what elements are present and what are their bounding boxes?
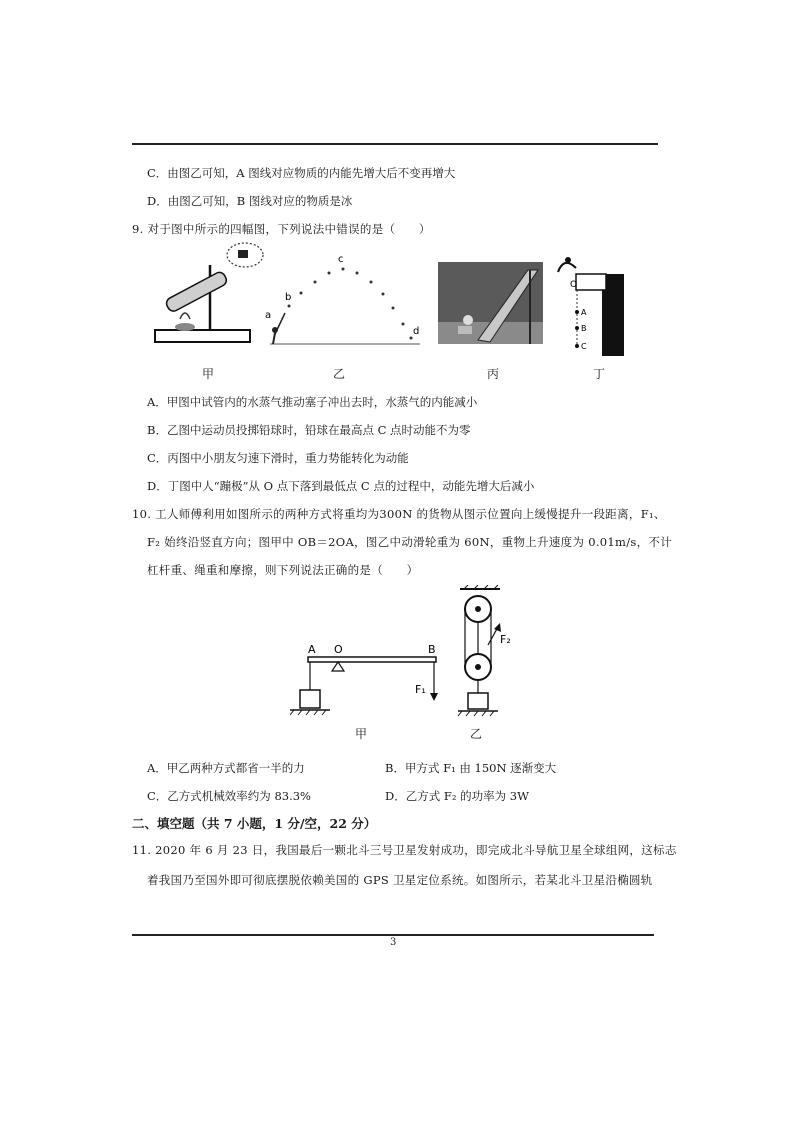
- page-number: 3: [390, 937, 397, 948]
- section-title: 二、填空题（共 7 小题，1 分/空，22 分）: [132, 816, 377, 831]
- q9-label-B: B: [581, 324, 587, 333]
- q9-figure-yi: [265, 238, 425, 353]
- q10-label-A: A: [308, 643, 316, 656]
- q10-label-O: O: [334, 643, 343, 656]
- q9-label-a: a: [265, 310, 272, 321]
- q10-caption-yi: 乙: [470, 727, 483, 741]
- q10-option-a: A．甲乙两种方式都省一半的力: [147, 761, 305, 775]
- q9-figure-ding: [550, 252, 630, 357]
- q10-label-F1: F₁: [415, 683, 426, 696]
- q10-label-F2: F₂: [500, 633, 511, 646]
- q9-label-c: c: [338, 254, 344, 265]
- q9-label-A: A: [581, 308, 587, 317]
- q10-figure-yi: [450, 585, 530, 720]
- q11-line1: 11. 2020 年 6 月 23 日，我国最后一颗北斗三号卫星发射成功，即完成北斗导航卫星全球组网，这标志: [132, 843, 677, 857]
- q9-caption-ding: 丁: [593, 367, 606, 381]
- q9-label-b: b: [285, 292, 292, 303]
- header-rule: [132, 143, 658, 145]
- q10-label-B: B: [428, 643, 436, 656]
- q10-option-b: B．甲方式 F₁ 由 150N 逐渐变大: [385, 761, 557, 775]
- q8-option-c: C．由图乙可知，A 图线对应物质的内能先增大后不变再增大: [147, 166, 456, 180]
- q9-label-O: O: [570, 280, 578, 290]
- q9-caption-jia: 甲: [202, 367, 215, 381]
- q10-stem-line1: 10. 工人师傅利用如图所示的两种方式将重均为300N 的货物从图示位置向上缓慢提升一段距离，F₁、: [132, 507, 666, 521]
- q9-stem: 9. 对于图中所示的四幅图，下列说法中错误的是（ ）: [132, 222, 431, 236]
- q9-caption-yi: 乙: [333, 367, 346, 381]
- q9-option-b: B．乙图中运动员投掷铅球时，铅球在最高点 C 点时动能不为零: [147, 423, 471, 437]
- q10-option-d: D．乙方式 F₂ 的功率为 3W: [385, 789, 529, 803]
- q9-figure-bing: [438, 262, 543, 344]
- q10-stem-line3: 杠杆重、绳重和摩擦，则下列说法正确的是（ ）: [147, 563, 419, 577]
- q9-option-d: D．丁图中人“蹦极”从 O 点下落到最低点 C 点的过程中，动能先增大后减小: [147, 479, 535, 493]
- q9-figure-jia: [150, 235, 270, 350]
- footer-rule: [132, 934, 654, 936]
- q8-option-d: D．由图乙可知，B 图线对应的物质是冰: [147, 194, 353, 208]
- q10-stem-line2: F₂ 始终沿竖直方向；图甲中 OB＝2OA，图乙中动滑轮重为 60N，重物上升速度为 0.01m/s，不计: [147, 535, 673, 549]
- q9-label-d: d: [413, 326, 420, 337]
- q10-option-c: C．乙方式机械效率约为 83.3%: [147, 789, 311, 803]
- q9-option-a: A．甲图中试管内的水蒸气推动塞子冲出去时，水蒸气的内能减小: [147, 395, 478, 409]
- q10-figure-jia: [290, 635, 450, 720]
- q9-option-c: C．丙图中小朋友匀速下滑时，重力势能转化为动能: [147, 451, 409, 465]
- q9-caption-bing: 丙: [487, 367, 500, 381]
- q10-caption-jia: 甲: [355, 727, 368, 741]
- q11-line2: 着我国乃至国外即可彻底摆脱依赖美国的 GPS 卫星定位系统。如图所示，若某北斗卫星沿椭圆轨: [147, 873, 653, 887]
- q9-label-C: C: [581, 342, 587, 351]
